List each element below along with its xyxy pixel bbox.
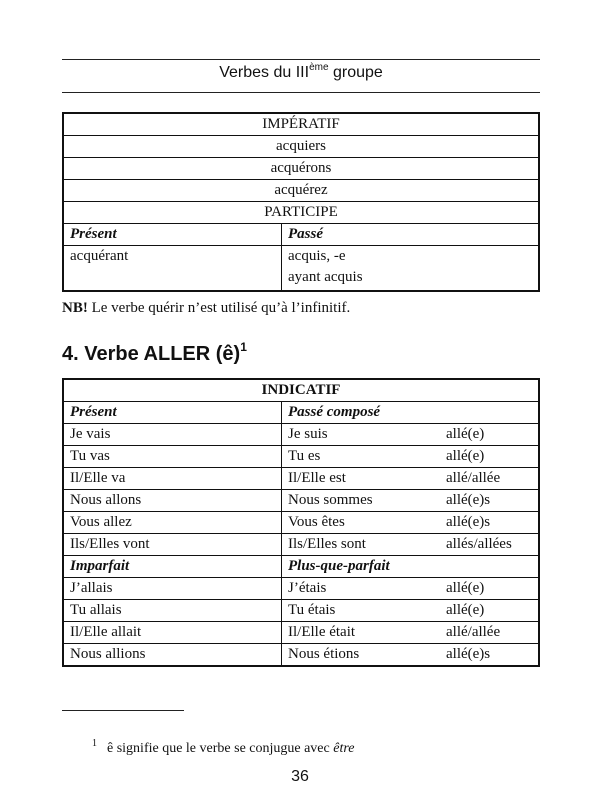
table-row: Nous allions Nous étions allé(e)s [63, 644, 539, 667]
header-rule [62, 92, 540, 93]
table-row: Tu allais Tu étais allé(e) [63, 600, 539, 622]
indicatif-header: INDICATIF [63, 379, 539, 402]
footnote-divider [62, 710, 184, 711]
nb-note: NB! Le verbe quérir n’est utilisé qu’à l’infinitif. [62, 300, 351, 316]
imperatif-form: acquérez [63, 180, 539, 202]
table-row: J’allais J’étais allé(e) [63, 578, 539, 600]
table-row: Nous allons Nous sommes allé(e)s [63, 490, 539, 512]
aller-conjugation-table [62, 378, 540, 667]
table-row: Tu vas Tu es allé(e) [63, 446, 539, 468]
table-row: Je vais Je suis allé(e) [63, 424, 539, 446]
table-row: Vous allez Vous êtes allé(e)s [63, 512, 539, 534]
tense-header-passe-compose: Passé composé [282, 402, 540, 424]
table-row: Il/Elle allait Il/Elle était allé/allée [63, 622, 539, 644]
tense-header-imparfait: Imparfait [63, 556, 282, 578]
footnote: $^1$ ê signifie que le verbe se conjugue avec être [92, 738, 355, 756]
imperatif-table [62, 112, 540, 292]
imperatif-form: acquérons [63, 158, 539, 180]
running-head: Verbes du IIIème groupe [219, 62, 383, 81]
table-row: Ils/Elles vont Ils/Elles sont allés/allées [63, 534, 539, 556]
present-participle: acquérant [63, 246, 282, 292]
present-col-header: Présent [63, 224, 282, 246]
footnote-ref: 1 [240, 340, 247, 354]
top-rule [62, 59, 540, 60]
section-heading: 4. Verbe ALLER (ê)$^1$ [62, 340, 247, 365]
imperatif-form: acquiers [63, 136, 539, 158]
participe-header: PARTICIPE [63, 202, 539, 224]
passe-col-header: Passé [282, 224, 540, 246]
tense-header-plus-que-parfait: Plus-que-parfait [282, 556, 540, 578]
table-row: Il/Elle va Il/Elle est allé/allée [63, 468, 539, 490]
past-participle: acquis, -e ayant acquis [282, 246, 540, 292]
tense-header-present: Présent [63, 402, 282, 424]
page-number: 36 [291, 768, 309, 785]
imperatif-header: IMPÉRATIF [63, 113, 539, 136]
